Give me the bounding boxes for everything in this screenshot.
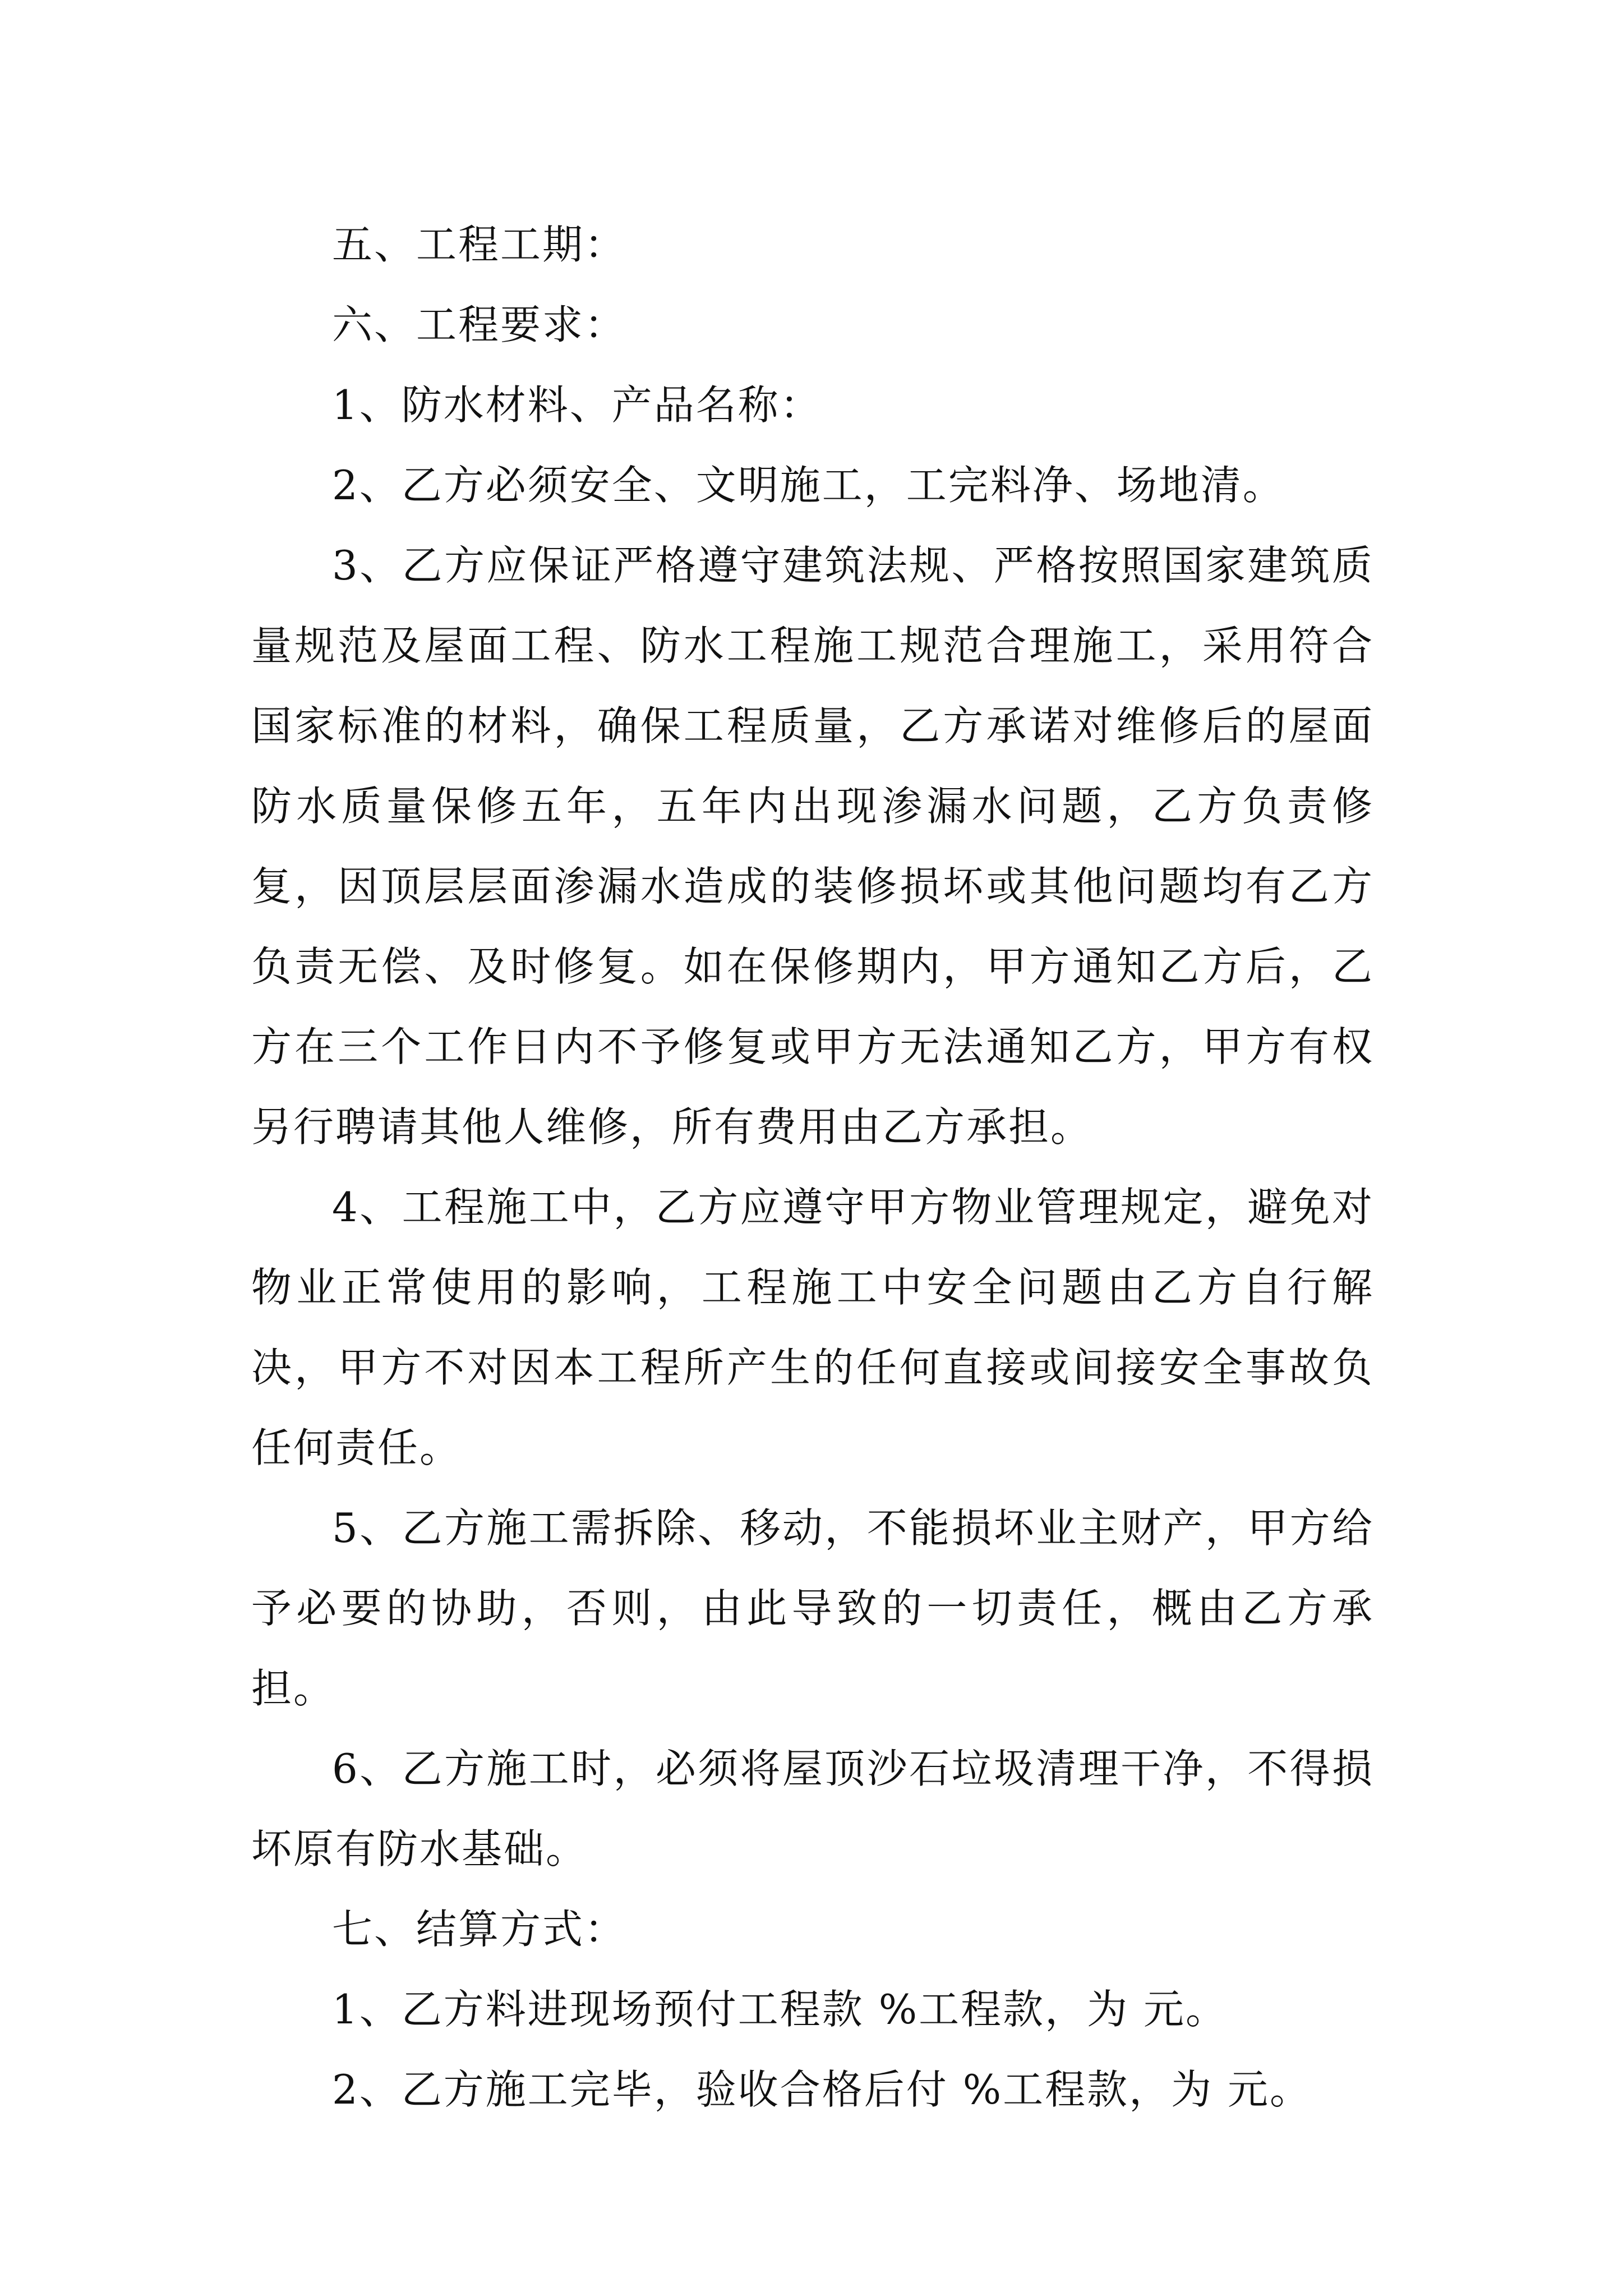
requirement-item-3: 3、乙方应保证严格遵守建筑法规、严格按照国家建筑质量规范及屋面工程、防水工程施工规范合理施工，采用符合国家标准的材料，确保工程质量，乙方承诺对维修后的屋面防水质量保修五年，五年内出现渗漏水问题，乙方负责修复，因顶层层面渗漏水造成的装修损坏或其他问题均有乙方负责无偿、及时修复。如在保修期内，甲方通知乙方后，乙方在三个工作日内不予修复或甲方无法通知乙方，甲方有权另行聘请其他人维修，所有费用由乙方承担。 [251,542,1374,1151]
requirement-item-5: 5、乙方施工需拆除、移动，不能损坏业主财产，甲方给予必要的协助，否则，由此导致的一切责任，概由乙方承担。 [251,1504,1374,1712]
document-body [251,205,1374,2130]
section-heading-schedule: 五、工程工期： [332,221,627,268]
requirement-item-4: 4、工程施工中，乙方应遵守甲方物业管理规定，避免对物业正常使用的影响，工程施工中安全问题由乙方自行解决，甲方不对因本工程所产生的任何直接或间接安全事故负任何责任。 [251,1184,1374,1471]
settlement-item-2: 2、乙方施工完毕，验收合格后付 %工程款，为 元。 [332,2066,1312,2113]
section-heading-settlement: 七、结算方式： [332,1906,627,1953]
requirement-item-2: 2、乙方必须安全、文明施工，工完料净、场地清。 [332,462,1285,509]
requirement-item-1: 1、防水材料、产品名称： [332,381,822,429]
settlement-item-1: 1、乙方料进现场预付工程款 %工程款，为 元。 [332,1986,1228,2033]
requirement-item-6: 6、乙方施工时，必须将屋顶沙石垃圾清理干净，不得损坏原有防水基础。 [251,1745,1374,1872]
section-heading-requirements: 六、工程要求： [332,301,627,348]
